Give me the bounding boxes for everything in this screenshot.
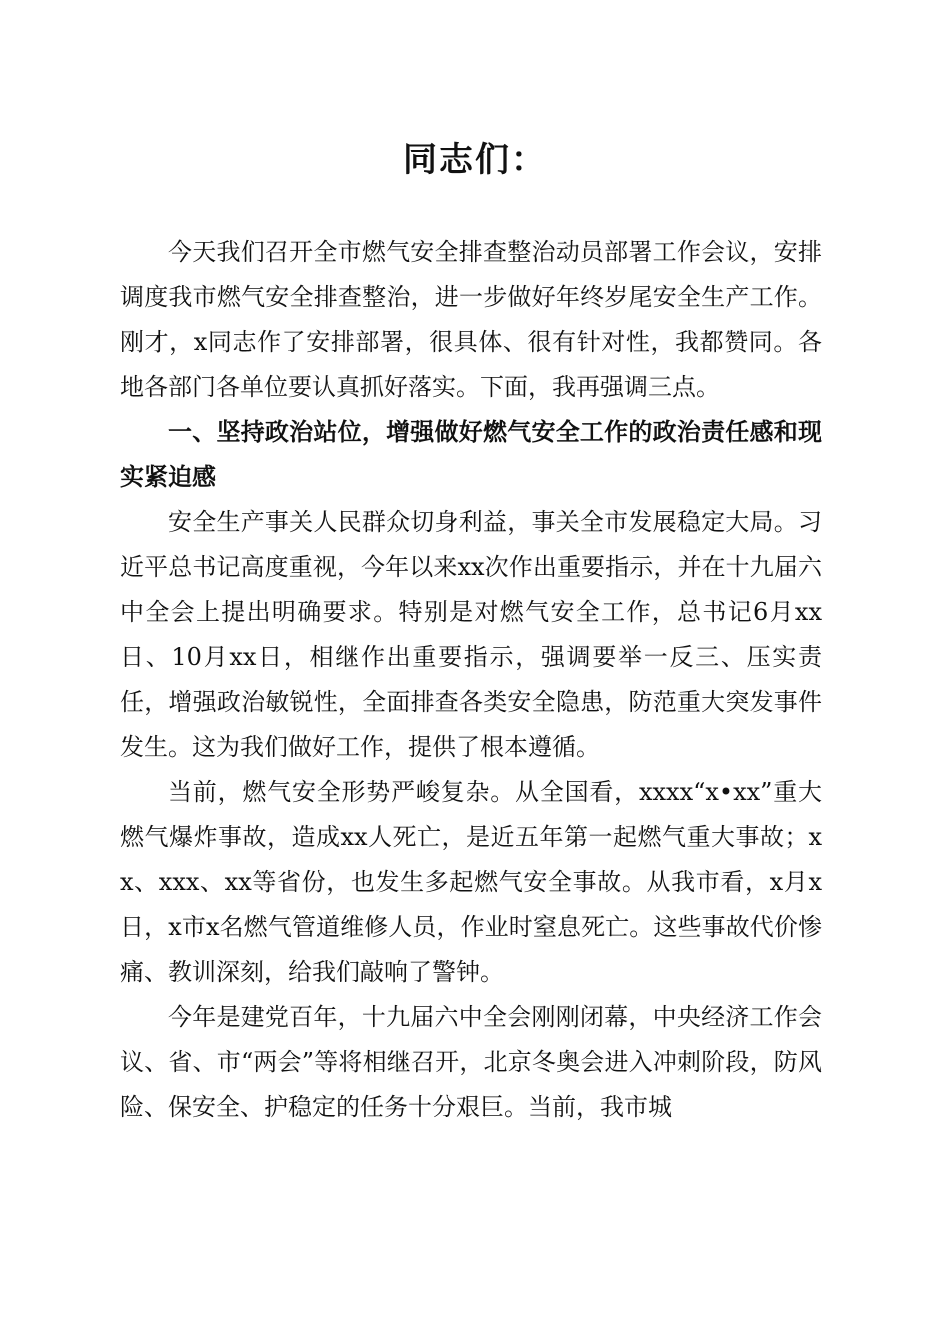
- paragraph-section-1-a: 安全生产事关人民群众切身利益，事关全市发展稳定大局。习近平总书记高度重视，今年以来xx次作出重要指示，并在十九届六中全会上提出明确要求。特别是对燃气安全工作，总书记6月xx日、10月xx日，相继作出重要指示，强调要举一反三、压实责任，增强政治敏锐性，全面排查各类安全隐患，防范重大突发事件发生。这为我们做好工作，提供了根本遵循。: [120, 508, 822, 761]
- section-heading-1: 一、坚持政治站位，增强做好燃气安全工作的政治责任感和现实紧迫感: [120, 418, 822, 491]
- paragraph-section-1-b: 当前，燃气安全形势严峻复杂。从全国看，xxxx“x•xx”重大燃气爆炸事故，造成xx人死亡，是近五年第一起燃气重大事故；xx、xxx、xx等省份，也发生多起燃气安全事故。从我市看，x月x日，x市x名燃气管道维修人员，作业时窒息死亡。这些事故代价惨痛、教训深刻，给我们敲响了警钟。: [120, 778, 822, 986]
- paragraph-intro: 今天我们召开全市燃气安全排查整治动员部署工作会议，安排调度我市燃气安全排查整治，进一步做好年终岁尾安全生产工作。刚才，x同志作了安排部署，很具体、很有针对性，我都赞同。各地各部门各单位要认真抓好落实。下面，我再强调三点。: [120, 238, 822, 401]
- page-title: 同志们：: [403, 140, 547, 180]
- document-body: [120, 230, 822, 1130]
- paragraph-section-1-c: 今年是建党百年，十九届六中全会刚刚闭幕，中央经济工作会议、省、市“两会”等将相继召开，北京冬奥会进入冲刺阶段，防风险、保安全、护稳定的任务十分艰巨。当前，我市城: [120, 1003, 822, 1121]
